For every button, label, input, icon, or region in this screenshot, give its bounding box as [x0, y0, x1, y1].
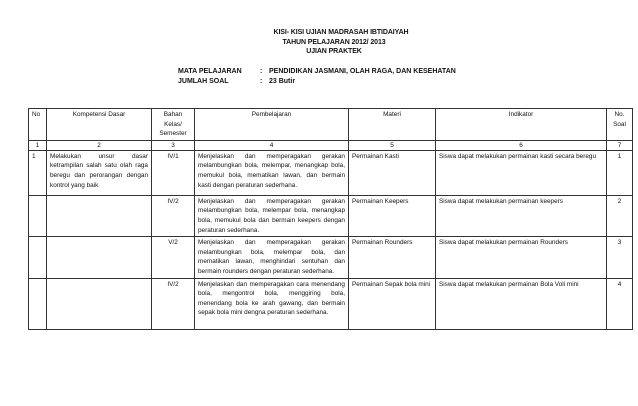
cell-no: 1 [29, 150, 47, 195]
cell-materi: Permainan Rounders [349, 237, 436, 278]
cell-no [29, 195, 47, 236]
meta-subject-value: PENDIDIKAN JASMANI, OLAH RAGA, DAN KESEHATAN [269, 68, 456, 75]
meta-colon: : [260, 68, 263, 75]
cell-indikator: Siswa dapat melakukan permainan kasti secara beregu [436, 150, 607, 195]
cell-kompetensi-dasar [47, 195, 152, 236]
cell-indikator: Siswa dapat melakukan permainan keepers [436, 195, 607, 236]
column-number: 2 [47, 140, 152, 150]
header-no-soal: No. Soal [607, 109, 633, 141]
column-number: 5 [349, 140, 436, 150]
cell-kompetensi-dasar: Melakukan unsur dasar ketrampilan salah satu olah raga beregu dan perorangan dengan kontrol yang baik [47, 150, 152, 195]
table-row [29, 237, 633, 278]
cell-pembelajaran: Menjelaskan dan memperagakan gerakan melambungkan bola, melempar bola, dan mematikan lawan, menghindari sentuhan dan bermain rounders dengan peraturan sederhana. [195, 237, 349, 278]
header-no: No [29, 109, 47, 141]
header-bahan-kelas: Bahan Kelas/ Semester [152, 109, 195, 141]
column-number: 7 [607, 140, 633, 150]
cell-kelas: V/2 [152, 237, 195, 278]
column-number: 4 [195, 140, 349, 150]
table-row [29, 278, 633, 329]
cell-no [29, 278, 47, 329]
cell-pembelajaran: Menjelaskan dan memperagakan gerakan melambungkan bola, melempar bola, menangkap bola, memukul bola dan bermain keepers dengan peraturan sederhana. [195, 195, 349, 236]
cell-kelas: IV/1 [152, 150, 195, 195]
doc-exam-type: UJIAN PRAKTEK [306, 48, 362, 55]
meta-count-label: JUMLAH SOAL [178, 78, 229, 85]
column-number: 6 [436, 140, 607, 150]
header-materi: Materi [349, 109, 436, 141]
cell-kompetensi-dasar [47, 237, 152, 278]
column-number: 3 [152, 140, 195, 150]
cell-no-soal: 2 [607, 195, 633, 236]
cell-pembelajaran: Menjelaskan dan memperagakan gerakan melambungkan bola, melempar, menangkap bola, memukul bola, mematikan lawan, dan bermain kasti dengan peraturan sederhana. [195, 150, 349, 195]
cell-kelas: IV/2 [152, 195, 195, 236]
cell-kompetensi-dasar [47, 278, 152, 329]
document-header [0, 28, 638, 57]
meta-subject-label: MATA PELAJARAN [178, 68, 242, 75]
doc-year: TAHUN PELAJARAN 2012/ 2013 [282, 38, 386, 46]
column-number: 1 [29, 140, 47, 150]
meta-colon: : [260, 78, 263, 85]
cell-no [29, 237, 47, 278]
document-meta [178, 67, 456, 87]
meta-subject-row [178, 67, 456, 77]
doc-title: KISI- KISI UJIAN MADRASAH IBTIDAIYAH [273, 29, 409, 36]
cell-materi: Permainan Keepers [349, 195, 436, 236]
cell-indikator: Siswa dapat melakukan permainan Bola Voli mini [436, 278, 607, 329]
header-kompetensi-dasar: Kompetensi Dasar [47, 109, 152, 141]
cell-no-soal: 4 [607, 278, 633, 329]
cell-no-soal: 3 [607, 237, 633, 278]
meta-count-value: 23 Butir [269, 78, 296, 85]
table-row [29, 195, 633, 236]
cell-materi: Permainan Kasti [349, 150, 436, 195]
cell-materi: Permainan Sepak bola mini [349, 278, 436, 329]
cell-no-soal: 1 [607, 150, 633, 195]
cell-kelas: IV/2 [152, 278, 195, 329]
table-header-row [29, 109, 633, 141]
header-indikator: Indikator [436, 109, 607, 141]
header-pembelajaran: Pembelajaran [195, 109, 349, 141]
meta-count-row [178, 77, 456, 87]
kisi-kisi-table [28, 108, 633, 330]
cell-pembelajaran: Menjelaskan dan memperagakan cara menendang bola, mengontrol bola, menggiring bola, menendang bola ke arah gawang, dan bermain sepak bola mini dengna peraturan sederhana. [195, 278, 349, 329]
cell-indikator: Siswa dapat melakukan permainan Rounders [436, 237, 607, 278]
column-number-row [29, 140, 633, 150]
table-row [29, 150, 633, 195]
